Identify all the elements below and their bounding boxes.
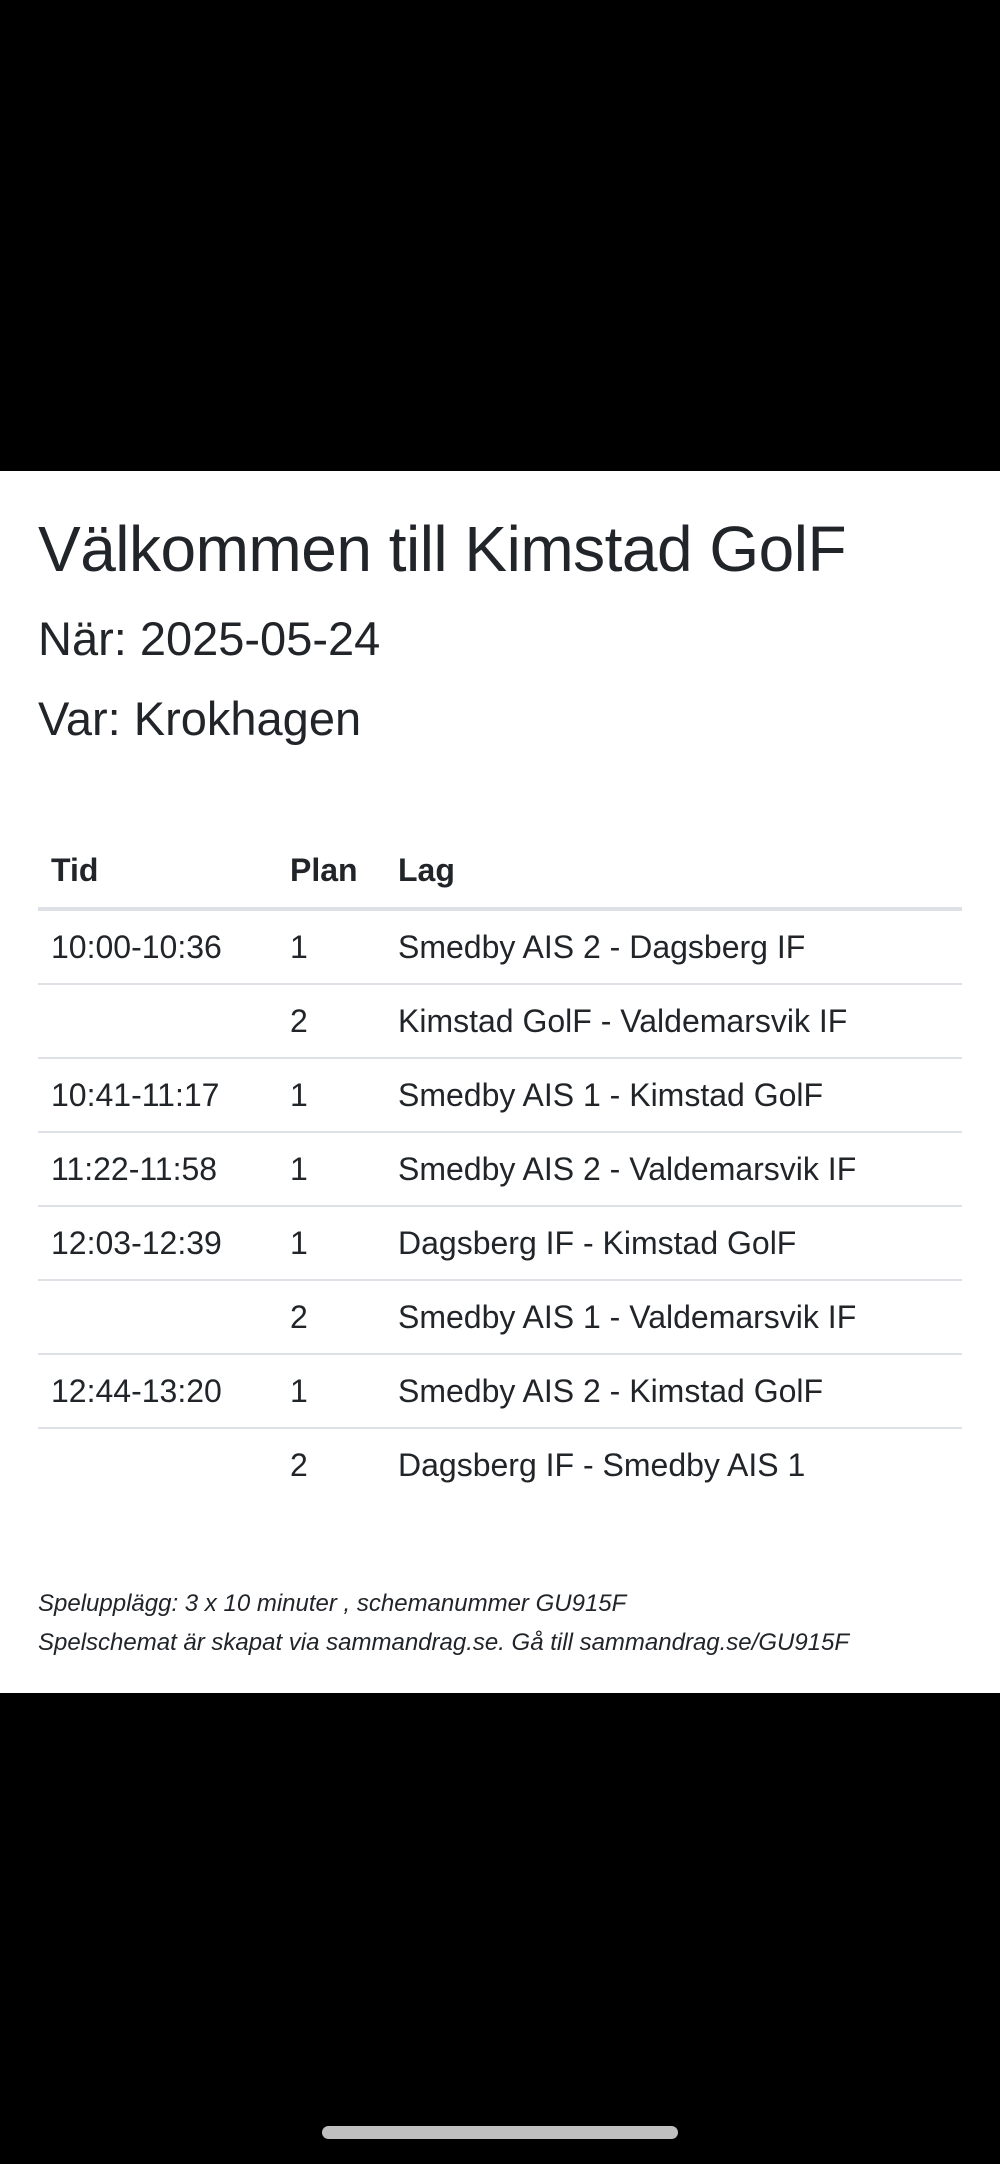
table-row (38, 1058, 962, 1132)
table-row (38, 1280, 962, 1354)
cell-plan: 1 (277, 1354, 385, 1428)
event-location: Var: Krokhagen (38, 692, 362, 745)
cell-plan: 1 (277, 1132, 385, 1206)
schedule-table-body (38, 909, 962, 1501)
column-header-plan: Plan (277, 833, 385, 909)
table-row (38, 1428, 962, 1501)
schedule-footer (38, 1584, 849, 1662)
column-header-lag: Lag (385, 833, 962, 909)
cell-plan: 2 (277, 984, 385, 1058)
page-title: Välkommen till Kimstad GolF (38, 513, 847, 585)
top-letterbox (0, 0, 1000, 471)
cell-plan: 2 (277, 1280, 385, 1354)
format-note: Spelupplägg: 3 x 10 minuter , schemanummer GU915F (38, 1590, 627, 1617)
cell-tid (38, 1428, 277, 1501)
cell-lag: Smedby AIS 1 - Kimstad GolF (385, 1058, 962, 1132)
cell-tid: 10:00-10:36 (38, 909, 277, 984)
table-row (38, 984, 962, 1058)
bottom-letterbox (0, 1693, 1000, 2164)
cell-lag: Smedby AIS 2 - Valdemarsvik IF (385, 1132, 962, 1206)
cell-tid: 10:41-11:17 (38, 1058, 277, 1132)
cell-lag: Dagsberg IF - Smedby AIS 1 (398, 1446, 806, 1483)
cell-plan: 1 (277, 1058, 385, 1132)
schedule-table-header (38, 833, 962, 909)
cell-lag: Dagsberg IF - Kimstad GolF (385, 1206, 962, 1280)
cell-tid: 12:03-12:39 (38, 1206, 277, 1280)
source-note: Spelschemat är skapat via sammandrag.se. Gå till sammandrag.se/GU915F (38, 1629, 850, 1656)
cell-lag: Smedby AIS 2 - Dagsberg IF (385, 909, 962, 984)
home-indicator[interactable] (322, 2126, 678, 2139)
cell-lag: Smedby AIS 1 - Valdemarsvik IF (385, 1280, 962, 1354)
schedule-table (38, 833, 962, 1501)
cell-plan: 1 (277, 1206, 385, 1280)
cell-tid: 11:22-11:58 (38, 1132, 277, 1206)
cell-plan: 1 (277, 909, 385, 984)
cell-tid: 12:44-13:20 (38, 1354, 277, 1428)
cell-lag: Smedby AIS 2 - Kimstad GolF (385, 1354, 962, 1428)
cell-plan: 2 (290, 1446, 308, 1483)
cell-tid (38, 984, 277, 1058)
event-date: När: 2025-05-24 (38, 612, 381, 665)
table-row (38, 1132, 962, 1206)
table-row (38, 1206, 962, 1280)
schedule-page (0, 471, 1000, 1693)
table-row (38, 909, 962, 984)
cell-lag: Kimstad GolF - Valdemarsvik IF (385, 984, 962, 1058)
header-row (38, 833, 962, 909)
cell-tid (38, 1280, 277, 1354)
column-header-tid: Tid (38, 833, 277, 909)
table-row (38, 1354, 962, 1428)
